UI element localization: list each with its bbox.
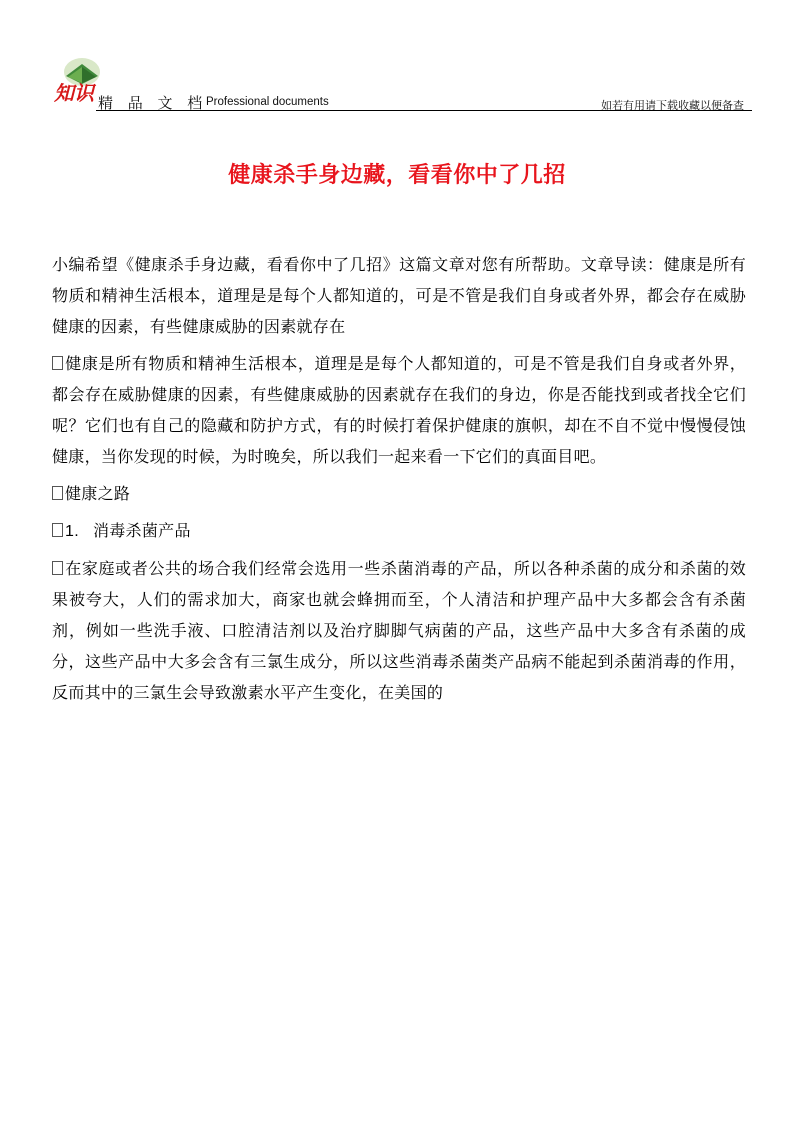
brand-chinese: 精 品 文 档 — [98, 94, 208, 112]
logo-text: 知识 — [54, 81, 94, 105]
list-item-paragraph-text: 在家庭或者公共的场合我们经常会选用一些杀菌消毒的产品，所以各种杀菌的成分和杀菌的效果被夸大，人们的需求加大，商家也就会蜂拥而至，个人清洁和护理产品中大多都会含有杀菌剂，例如一些洗手液、口腔清洁剂以及治疗脚脚气病菌的产品，这些产品中大多含有杀菌的成分，这些产品中大多会含有三氯生成分，所以这些消毒杀菌类产品病不能起到杀菌消毒的作用，反而其中的三氯生会导致激素水平产生变化，在美国的 — [52, 559, 746, 702]
body-paragraph — [52, 348, 746, 472]
missing-glyph-box — [52, 561, 63, 575]
body-paragraph-text: 健康是所有物质和精神生活根本，道理是是每个人都知道的，可是不管是我们自身或者外界，都会存在威胁健康的因素，有些健康威胁的因素就存在我们的身边，你是否能找到或者找全它们呢？它们也有自己的隐藏和防护方式，有的时候打着保护健康的旗帜，却在不自不觉中慢慢侵蚀健康，当你发现的时候，为时晚矣，所以我们一起来看一下它们的真面目吧。 — [52, 354, 746, 466]
header-divider — [96, 110, 752, 111]
missing-glyph-box — [52, 523, 63, 537]
list-item-title: 消毒杀菌产品 — [92, 521, 191, 540]
brand-english: Professional documents — [206, 96, 329, 108]
section-heading-text: 健康之路 — [65, 484, 131, 503]
page-title: 健康杀手身边藏，看看你中了几招 — [228, 163, 566, 188]
list-item-paragraph — [52, 553, 746, 708]
intro-paragraph: 小编希望《健康杀手身边藏，看看你中了几招》这篇文章对您有所帮助。文章导读：健康是所有物质和精神生活根本，道理是是每个人都知道的，可是不管是我们自身或者外界，都会存在威胁健康的因素，有些健康威胁的因素就存在 — [52, 255, 746, 336]
missing-glyph-box — [52, 356, 63, 370]
header-note: 如若有用请下载收藏以便备查 — [601, 99, 744, 112]
list-item-heading — [52, 515, 746, 547]
section-heading — [52, 478, 746, 509]
list-item-number: 1. — [65, 523, 79, 540]
missing-glyph-box — [52, 486, 63, 500]
document-header — [52, 50, 752, 112]
article-body — [52, 249, 746, 714]
